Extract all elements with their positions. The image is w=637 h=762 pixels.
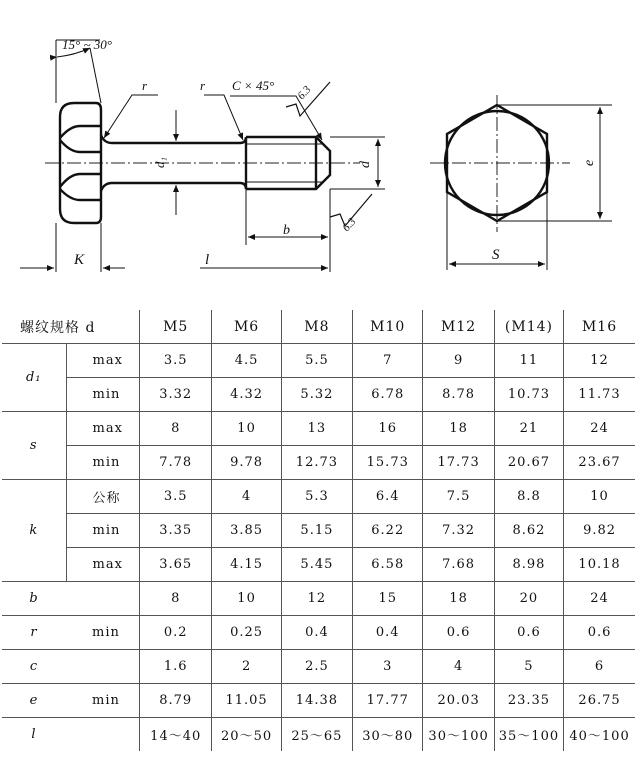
- value-cell: 6: [564, 650, 635, 684]
- table-row: [2, 718, 635, 752]
- table-row: [2, 514, 635, 548]
- value-cell: 7.78: [140, 446, 212, 480]
- value-cell: 3.65: [140, 548, 212, 582]
- value-cell: 24: [564, 412, 635, 446]
- value-cell: 3: [353, 650, 423, 684]
- value-cell: 14.38: [281, 684, 352, 718]
- value-cell: 0.4: [353, 616, 423, 650]
- table-row: [2, 548, 635, 582]
- parameter-symbol: r: [2, 616, 66, 650]
- value-cell: 2: [212, 650, 281, 684]
- tolerance-label: min: [66, 378, 139, 412]
- thread-spec-header: 螺纹规格 d: [2, 310, 140, 344]
- b-label: b: [283, 223, 290, 238]
- e-label: e: [582, 159, 597, 166]
- tolerance-label: [66, 582, 139, 616]
- value-cell: 25～65: [281, 718, 352, 752]
- value-cell: 0.2: [140, 616, 212, 650]
- table-row: [2, 616, 635, 650]
- tolerance-label: min: [66, 446, 139, 480]
- parameter-symbol: s: [2, 412, 66, 480]
- l-label: l: [205, 252, 210, 268]
- value-cell: 10.73: [494, 378, 563, 412]
- hex-dimensions: [447, 105, 612, 270]
- value-cell: 0.6: [423, 616, 494, 650]
- table-row: [2, 412, 635, 446]
- value-cell: 6.4: [353, 480, 423, 514]
- value-cell: 30～80: [353, 718, 423, 752]
- value-cell: 8: [140, 412, 212, 446]
- value-cell: 0.6: [564, 616, 635, 650]
- value-cell: 2.5: [281, 650, 352, 684]
- value-cell: 18: [423, 582, 494, 616]
- value-cell: 23.67: [564, 446, 635, 480]
- radius-label-right: r: [200, 78, 206, 93]
- tolerance-label: max: [66, 548, 139, 582]
- parameter-symbol: l: [2, 718, 66, 752]
- k-label: K: [74, 252, 85, 268]
- size-header: M10: [353, 310, 423, 344]
- value-cell: 8.78: [423, 378, 494, 412]
- value-cell: 12: [564, 344, 635, 378]
- value-cell: 10: [212, 582, 281, 616]
- value-cell: 6.78: [353, 378, 423, 412]
- size-header: M16: [564, 310, 635, 344]
- value-cell: 5.3: [281, 480, 352, 514]
- tolerance-label: max: [66, 412, 139, 446]
- table-row: [2, 650, 635, 684]
- value-cell: 8.8: [494, 480, 563, 514]
- value-cell: 30～100: [423, 718, 494, 752]
- value-cell: 35～100: [494, 718, 563, 752]
- value-cell: 9.78: [212, 446, 281, 480]
- value-cell: 10: [564, 480, 635, 514]
- bolt-drawing-svg: [0, 0, 637, 300]
- table-row: [2, 378, 635, 412]
- value-cell: 4: [212, 480, 281, 514]
- value-cell: 17.77: [353, 684, 423, 718]
- chamfer-label: C × 45°: [232, 78, 275, 93]
- value-cell: 9: [423, 344, 494, 378]
- tolerance-label: [66, 650, 139, 684]
- parameter-symbol: c: [2, 650, 66, 684]
- size-header: M5: [140, 310, 212, 344]
- value-cell: 9.82: [564, 514, 635, 548]
- value-cell: 3.35: [140, 514, 212, 548]
- value-cell: 23.35: [494, 684, 563, 718]
- tolerance-label: min: [66, 514, 139, 548]
- value-cell: 15.73: [353, 446, 423, 480]
- value-cell: 4: [423, 650, 494, 684]
- value-cell: 7.68: [423, 548, 494, 582]
- value-cell: 11: [494, 344, 563, 378]
- value-cell: 3.32: [140, 378, 212, 412]
- value-cell: 7: [353, 344, 423, 378]
- value-cell: 6.22: [353, 514, 423, 548]
- table-row: [2, 344, 635, 378]
- value-cell: 20～50: [212, 718, 281, 752]
- value-cell: 5.15: [281, 514, 352, 548]
- table-header-row: [2, 310, 635, 344]
- tolerance-label: [66, 718, 139, 752]
- value-cell: 5.45: [281, 548, 352, 582]
- table-body: [2, 310, 635, 751]
- size-header: M8: [281, 310, 352, 344]
- value-cell: 12: [281, 582, 352, 616]
- value-cell: 16: [353, 412, 423, 446]
- value-cell: 11.73: [564, 378, 635, 412]
- value-cell: 0.4: [281, 616, 352, 650]
- value-cell: 7.32: [423, 514, 494, 548]
- parameter-symbol: b: [2, 582, 66, 616]
- value-cell: 18: [423, 412, 494, 446]
- tolerance-label: max: [66, 344, 139, 378]
- radius-label-left: r: [142, 78, 148, 93]
- roughness-value-bottom: 6.3: [340, 215, 359, 235]
- size-header: M6: [212, 310, 281, 344]
- size-header: M12: [423, 310, 494, 344]
- table-row: [2, 480, 635, 514]
- value-cell: 8: [140, 582, 212, 616]
- value-cell: 5.5: [281, 344, 352, 378]
- tolerance-label: 公称: [66, 480, 139, 514]
- parameter-symbol: e: [2, 684, 66, 718]
- value-cell: 4.5: [212, 344, 281, 378]
- value-cell: 7.5: [423, 480, 494, 514]
- value-cell: 4.15: [212, 548, 281, 582]
- parameter-symbol: k: [2, 480, 66, 582]
- value-cell: 13: [281, 412, 352, 446]
- value-cell: 4.32: [212, 378, 281, 412]
- angle-label: 15° ~ 30°: [62, 37, 112, 52]
- value-cell: 5.32: [281, 378, 352, 412]
- table-row: [2, 684, 635, 718]
- size-header: (M14): [494, 310, 563, 344]
- value-cell: 26.75: [564, 684, 635, 718]
- value-cell: 8.98: [494, 548, 563, 582]
- value-cell: 10: [212, 412, 281, 446]
- value-cell: 12.73: [281, 446, 352, 480]
- value-cell: 3.5: [140, 480, 212, 514]
- value-cell: 0.6: [494, 616, 563, 650]
- value-cell: 15: [353, 582, 423, 616]
- value-cell: 3.5: [140, 344, 212, 378]
- table-row: [2, 446, 635, 480]
- d1-label: d₁: [152, 156, 167, 168]
- value-cell: 10.18: [564, 548, 635, 582]
- value-cell: 40～100: [564, 718, 635, 752]
- bolt-drawing: [0, 0, 637, 300]
- value-cell: 17.73: [423, 446, 494, 480]
- value-cell: 0.25: [212, 616, 281, 650]
- dimension-table: [2, 310, 635, 751]
- s-label: S: [492, 247, 500, 263]
- value-cell: 20.67: [494, 446, 563, 480]
- tolerance-label: min: [66, 684, 139, 718]
- tolerance-label: min: [66, 616, 139, 650]
- parameter-symbol: d₁: [25, 370, 42, 385]
- d-label: d: [358, 161, 373, 168]
- value-cell: 1.6: [140, 650, 212, 684]
- roughness-value-top: 6.3: [295, 83, 314, 103]
- value-cell: 6.58: [353, 548, 423, 582]
- value-cell: 8.62: [494, 514, 563, 548]
- value-cell: 20.03: [423, 684, 494, 718]
- value-cell: 5: [494, 650, 563, 684]
- value-cell: 20: [494, 582, 563, 616]
- value-cell: 14～40: [140, 718, 212, 752]
- value-cell: 11.05: [212, 684, 281, 718]
- table-row: [2, 582, 635, 616]
- value-cell: 21: [494, 412, 563, 446]
- value-cell: 3.85: [212, 514, 281, 548]
- value-cell: 24: [564, 582, 635, 616]
- value-cell: 8.79: [140, 684, 212, 718]
